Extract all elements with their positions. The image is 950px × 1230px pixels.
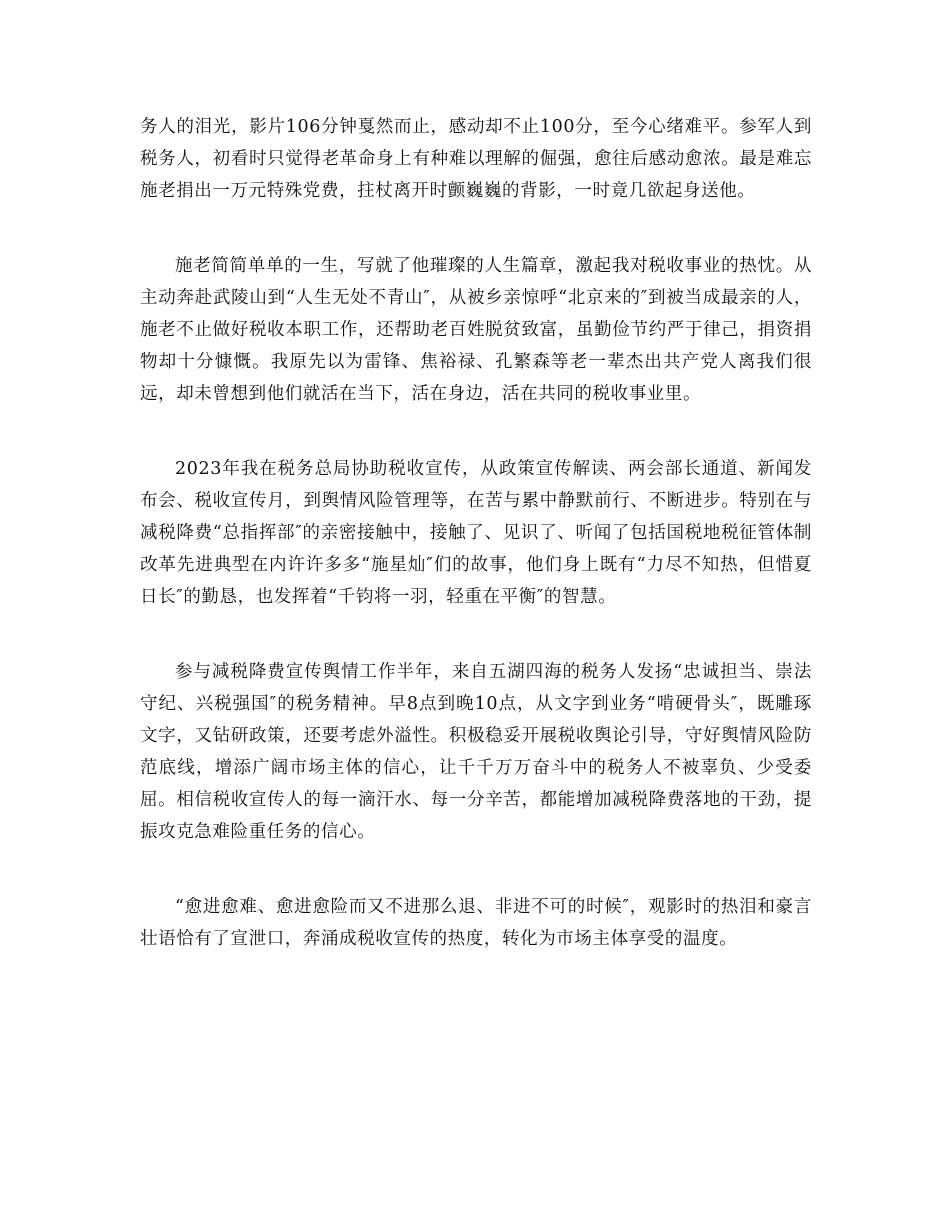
- paragraph-1: 务人的泪光，影片106分钟戛然而止，感动却不止100分，至今心绪难平。参军人到税务人，初看时只觉得老革命身上有种难以理解的倔强，愈往后感动愈浓。最是难忘施老捐出一万元特殊党费，拄杖离开时颤巍巍的背影，一时竟几欲起身送他。: [140, 117, 812, 201]
- paragraph-2: 施老简简单单的一生，写就了他璀璨的人生篇章，激起我对税收事业的热忱。从主动奔赴武陵山到“人生无处不青山″，从被乡亲惊呼“北京来的″到被当成最亲的人，施老不止做好税收本职工作，还帮助老百姓脱贫致富，虽勤俭节约严于律己，捐资捐物却十分慷慨。我原先以为雷锋、焦裕禄、孔繁森等老一辈杰出共产党人离我们很远，却未曾想到他们就活在当下，活在身边，活在共同的税收事业里。: [140, 256, 812, 404]
- paragraph-5: “愈进愈难、愈进愈险而又不进那么退、非进不可的时候″，观影时的热泪和豪言壮语恰有了宣泄口，奔涌成税收宣传的热度，转化为市场主体享受的温度。: [140, 897, 812, 949]
- paragraph-3: 2023年我在税务总局协助税收宣传，从政策宣传解读、两会部长通道、新闻发布会、税收宣传月，到舆情风险管理等，在苦与累中静默前行、不断进步。特别在与减税降费“总指挥部″的亲密接触中，接触了、见识了、听闻了包括国税地税征管体制改革先进典型在内许许多多“施星灿″们的故事，他们身上既有“力尽不知热，但惜夏日长″的勤恳，也发挥着“千钧将一羽，轻重在平衡″的智慧。: [140, 459, 812, 607]
- paragraph-4: 参与减税降费宣传舆情工作半年，来自五湖四海的税务人发扬“忠诚担当、崇法守纪、兴税强国″的税务精神。早8点到晚10点，从文字到业务“啃硬骨头″，既雕琢文字，又钻研政策，还要考虑外溢性。积极稳妥开展税收舆论引导，守好舆情风险防范底线，增添广阔市场主体的信心，让千千万万奋斗中的税务人不被辜负、少受委屈。相信税收宣传人的每一滴汗水、每一分辛苦，都能增加减税降费落地的干劲，提振攻克急难险重任务的信心。: [140, 662, 812, 842]
- document-body: [140, 111, 812, 998]
